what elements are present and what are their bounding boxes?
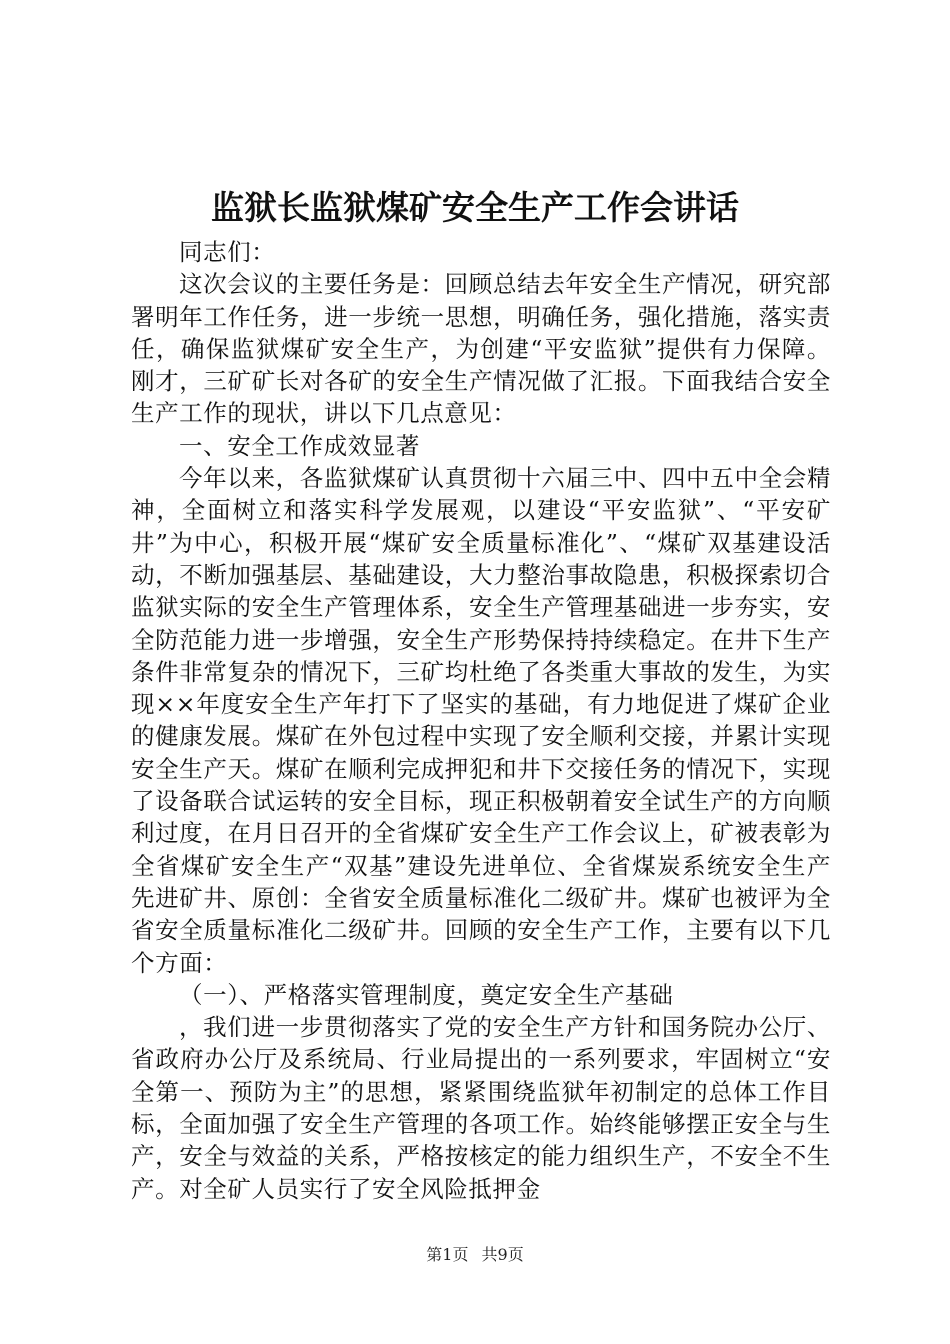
section-heading-1: 一、安全工作成效显著 [179, 431, 420, 460]
page-total: 共9页 [481, 1245, 524, 1264]
achievements-paragraph: 今年以来，各监狱煤矿认真贯彻十六届三中、四中五中全会精神，全面树立和落实科学发展观，以建设“平安监狱”、“平安矿井”为中心，积极开展“煤矿安全质量标准化”、“煤矿双基建设活动，不断加强基层、基础建设，大力整治事故隐患，积极探索切合监狱实际的安全生产管理体系，安全生产管理基础进一步夯实，安全防范能力进一步增强，安全生产形势保持持续稳定。在井下生产条件非常复杂的情况下，三矿均杜绝了各类重大事故的发生，为实现××年度安全生产年打下了坚实的基础，有力地促进了煤矿企业的健康发展。煤矿在外包过程中实现了安全顺利交接，并累计实现安全生产天。煤矿在顺利完成押犯和井下交接任务的情况下，实现了设备联合试运转的安全目标，现正积极朝着安全试生产的方向顺利过度，在月日召开的全省煤矿安全生产工作会议上，矿被表彰为全省煤矿安全生产“双基”建设先进单位、全省煤炭系统安全生产先进矿井、原创：全省安全质量标准化二级矿井。煤矿也被评为全省安全质量标准化二级矿井。回顾的安全生产工作，主要有以下几个方面： [131, 464, 831, 977]
document-title: 监狱长监狱煤矿安全生产工作会讲话 [211, 188, 739, 227]
page-footer [0, 1245, 950, 1265]
management-paragraph: ，我们进一步贯彻落实了党的安全生产方针和国务院办公厅、省政府办公厅及系统局、行业局提出的一系列要求，牢固树立“安全第一、预防为主”的思想，紧紧围绕监狱年初制定的总体工作目标，全面加强了安全生产管理的各项工作。始终能够摆正安全与生产，安全与效益的关系，严格按核定的能力组织生产，不安全不生产。对全矿人员实行了安全风险抵押金 [131, 1013, 831, 1203]
subsection-heading-1: （一）、严格落实管理制度，奠定安全生产基础 [179, 980, 674, 1009]
intro-paragraph: 这次会议的主要任务是：回顾总结去年安全生产情况，研究部署明年工作任务，进一步统一思想，明确任务，强化措施，落实责任，确保监狱煤矿安全生产，为创建“平安监狱”提供有力保障。刚才，三矿矿长对各矿的安全生产情况做了汇报。下面我结合安全生产工作的现状，讲以下几点意见： [131, 270, 831, 428]
document-body [131, 236, 831, 1205]
salutation-paragraph: 同志们： [179, 238, 276, 266]
page-number: 第1页 [426, 1245, 469, 1264]
